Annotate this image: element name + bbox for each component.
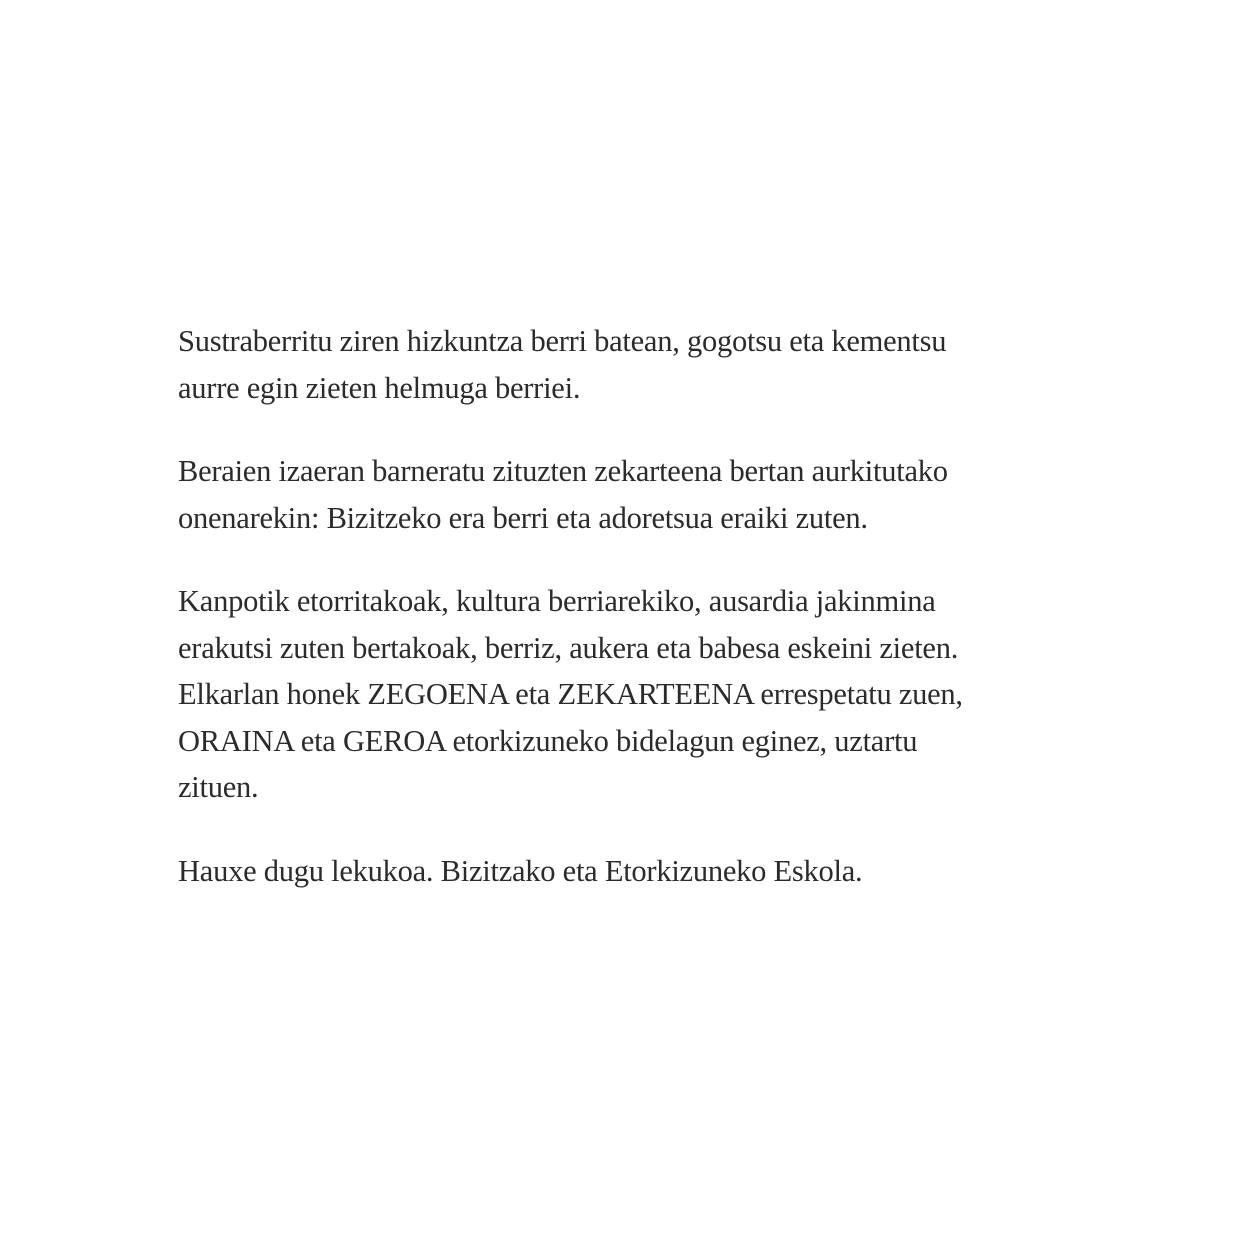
body-text — [178, 318, 1058, 894]
paragraph-3 — [178, 578, 1058, 811]
paragraph-2-line-1: Beraien izaeran barneratu zituzten zekarteena bertan aurkitutako — [178, 454, 948, 488]
paragraph-3-line-5: zituen. — [178, 770, 259, 804]
paragraph-1-line-1: Sustraberritu ziren hizkuntza berri batean, gogotsu eta kementsu — [178, 324, 947, 358]
paragraph-3-line-4: ORAINA eta GEROA etorkizuneko bidelagun eginez, uztartu — [178, 723, 918, 758]
paragraph-2 — [178, 448, 1058, 541]
paragraph-2-line-2: onenarekin: Bizitzeko era berri eta adoretsua eraiki zuten. — [178, 500, 868, 535]
paragraph-1-line-2: aurre egin zieten helmuga berriei. — [178, 370, 581, 405]
paragraph-4 — [178, 848, 1058, 895]
paragraph-3-line-2: erakutsi zuten bertakoak, berriz, aukera eta babesa eskeini zieten. — [178, 630, 959, 665]
paragraph-1 — [178, 318, 1058, 411]
paragraph-4-line-1: Hauxe dugu lekukoa. Bizitzako eta Etorkizuneko Eskola. — [178, 853, 863, 888]
paragraph-3-line-1: Kanpotik etorritakoak, kultura berriarekiko, ausardia jakinmina — [178, 584, 936, 618]
paragraph-3-line-3: Elkarlan honek ZEGOENA eta ZEKARTEENA errespetatu zuen, — [178, 677, 963, 711]
